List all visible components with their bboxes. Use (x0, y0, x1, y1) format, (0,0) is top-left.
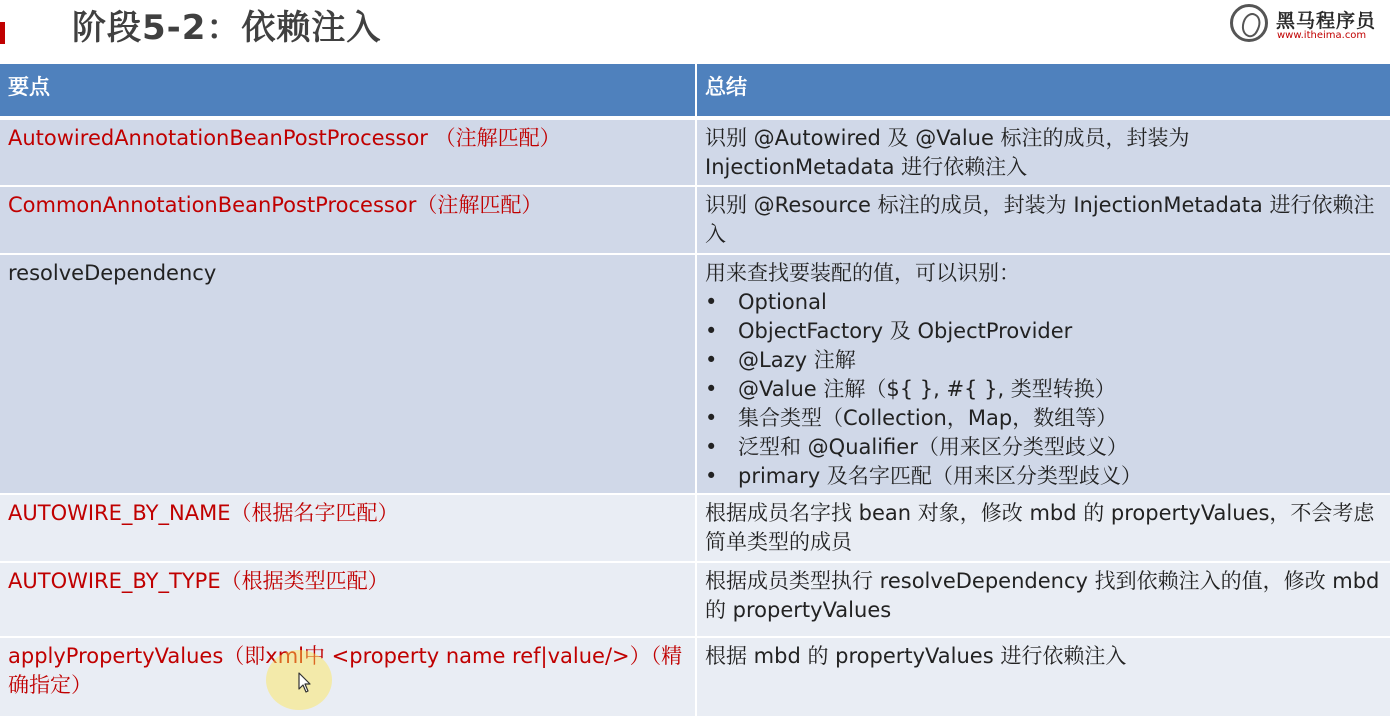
bullet-item: • @Lazy 注解 (705, 346, 1382, 375)
row-key: CommonAnnotationBeanPostProcessor（注解匹配） (0, 186, 696, 254)
summary-table (0, 64, 1391, 718)
column-header-summary: 总结 (696, 64, 1391, 118)
table-row (0, 186, 1391, 254)
table-row (0, 562, 1391, 637)
row-key: AutowiredAnnotationBeanPostProcessor （注解匹配） (0, 118, 696, 186)
row-summary (696, 254, 1391, 494)
bullet-item: • primary 及名字匹配（用来区分类型歧义） (705, 462, 1382, 491)
logo-name: 黑马程序员 (1276, 10, 1377, 32)
table-row (0, 118, 1391, 186)
summary-intro: 用来查找要装配的值，可以识别： (705, 261, 1020, 285)
row-key: resolveDependency (0, 254, 696, 494)
itheima-logo (1230, 3, 1376, 45)
table-row (0, 494, 1391, 562)
table-row (0, 254, 1391, 494)
row-key: AUTOWIRE_BY_NAME（根据名字匹配） (0, 494, 696, 562)
bullet-item: • Optional (705, 288, 1382, 317)
title-accent-bar (0, 22, 5, 44)
bullet-list (705, 288, 1382, 491)
bullet-item: • ObjectFactory 及 ObjectProvider (705, 317, 1382, 346)
page-title: 阶段5-2：依赖注入 (72, 8, 382, 48)
table-row (0, 637, 1391, 717)
bullet-item: • 泛型和 @Qualifier（用来区分类型歧义） (705, 433, 1382, 462)
bullet-item: • @Value 注解（${ }, #{ }, 类型转换） (705, 375, 1382, 404)
title-bar (0, 0, 1391, 62)
row-key: applyPropertyValues（即xml中 <property name ref|value/>）（精确指定） (0, 637, 696, 717)
row-summary: 识别 @Autowired 及 @Value 标注的成员，封装为 InjectionMetadata 进行依赖注入 (696, 118, 1391, 186)
column-header-key: 要点 (0, 64, 696, 118)
row-summary: 根据成员名字找 bean 对象，修改 mbd 的 propertyValues，不会考虑简单类型的成员 (696, 494, 1391, 562)
row-summary: 识别 @Resource 标注的成员，封装为 InjectionMetadata 进行依赖注入 (696, 186, 1391, 254)
row-summary: 根据 mbd 的 propertyValues 进行依赖注入 (696, 637, 1391, 717)
table-header-row (0, 64, 1391, 118)
row-summary: 根据成员类型执行 resolveDependency 找到依赖注入的值，修改 mbd 的 propertyValues (696, 562, 1391, 637)
itheima-logo-icon (1230, 4, 1268, 42)
logo-url: www.itheima.com (1277, 30, 1367, 41)
bullet-item: • 集合类型（Collection，Map，数组等） (705, 404, 1382, 433)
row-key: AUTOWIRE_BY_TYPE（根据类型匹配） (0, 562, 696, 637)
